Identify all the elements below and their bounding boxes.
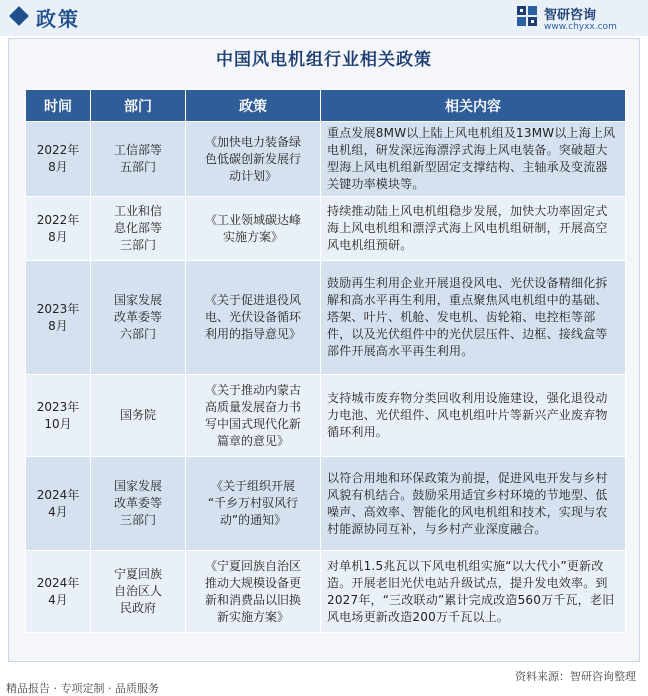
cell-department: 工业和信 息化部等 三部门: [91, 197, 186, 261]
section-header-bar: [0, 0, 648, 36]
cell-policy: 《宁夏回族自治区 推动大规模设备更 新和消费品以旧换 新实施方案》: [186, 551, 321, 633]
table-row: [26, 261, 626, 375]
table-row: [26, 122, 626, 197]
cell-policy: 《关于推动内蒙古 高质量发展奋力书 写中国式现代化新 篇章的意见》: [186, 375, 321, 457]
section-title: 政策: [36, 7, 80, 31]
cell-time: 2024年 4月: [26, 551, 91, 633]
cell-content: 鼓励再生利用企业开展退役风电、光伏设备精细化拆解和高水平再生利用，重点聚焦风电机组中的基础、塔架、叶片、机舱、发电机、齿轮箱、电控柜等部件，以及光伏组件中的光伏层压件、边框、接线盒等部件开展高水平再生利用。: [321, 261, 626, 375]
cell-policy: 《加快电力装备绿 色低碳创新发展行 动计划》: [186, 122, 321, 197]
cell-department: 工信部等 五部门: [91, 122, 186, 197]
cell-time: 2023年 8月: [26, 261, 91, 375]
column-header-department: 部门: [91, 90, 186, 122]
brand-block: [516, 3, 636, 35]
cell-department: 宁夏回族 自治区人 民政府: [91, 551, 186, 633]
table-row: [26, 551, 626, 633]
table-title: 中国风电机组行业相关政策: [216, 50, 432, 70]
chyxx-logo-icon: [516, 5, 538, 27]
table-row: [26, 197, 626, 261]
column-header-content: 相关内容: [321, 90, 626, 122]
cell-department: 国家发展 改革委等 六部门: [91, 261, 186, 375]
cell-content: 重点发展8MW以上陆上风电机组及13MW以上海上风电机组，研发深远海漂浮式海上风电装备。突破超大型海上风电机组新型固定支撑结构、主轴承及变流器关键功率模块等。: [321, 122, 626, 197]
cell-policy: 《工业领域碳达峰 实施方案》: [186, 197, 321, 261]
table-row: [26, 375, 626, 457]
cell-department: 国家发展 改革委等 三部门: [91, 457, 186, 551]
cell-policy: 《关于促进退役风 电、光伏设备循环 利用的指导意见》: [186, 261, 321, 375]
diamond-bullet-icon: [9, 6, 29, 26]
data-source-note: 资料来源：智研咨询整理: [515, 670, 636, 683]
cell-content: 支持城市废弃物分类回收利用设施建设，强化退役动力电池、光伏组件、风电机组叶片等新兴产业废弃物循环利用。: [321, 375, 626, 457]
cell-content: 对单机1.5兆瓦以下风电机组实施“以大代小”更新改造。开展老旧光伏电站升级试点，提升发电效率。到2027年，“三改联动”累计完成改造560万千瓦，老旧风电场更新改造200万千瓦以上。: [321, 551, 626, 633]
brand-url: www.chyxx.com: [544, 22, 617, 32]
cell-time: 2022年 8月: [26, 122, 91, 197]
column-header-policy: 政策: [186, 90, 321, 122]
footer-slogan: 精品报告 · 专项定制 · 品质服务: [6, 682, 159, 695]
table-header-row: [26, 90, 626, 122]
cell-content: 以符合用地和环保政策为前提，促进风电开发与乡村风貌有机结合。鼓励采用适宜乡村环境的节地型、低噪声、高效率、智能化的风电机组和技术，实现与农村能源协同互补，与乡村产业深度融合。: [321, 457, 626, 551]
brand-name: 智研咨询: [544, 8, 597, 23]
policy-table-panel: [8, 38, 640, 662]
table-row: [26, 457, 626, 551]
cell-department: 国务院: [91, 375, 186, 457]
cell-time: 2023年 10月: [26, 375, 91, 457]
policy-table: [25, 89, 626, 633]
table-body: [26, 122, 626, 633]
column-header-time: 时间: [26, 90, 91, 122]
cell-policy: 《关于组织开展 “千乡万村驭风行 动”的通知》: [186, 457, 321, 551]
cell-time: 2024年 4月: [26, 457, 91, 551]
footer: [0, 666, 648, 694]
cell-time: 2022年 8月: [26, 197, 91, 261]
cell-content: 持续推动陆上风电机组稳步发展，加快大功率固定式海上风电机组和漂浮式海上风电机组研制，开展高空风电机组预研。: [321, 197, 626, 261]
